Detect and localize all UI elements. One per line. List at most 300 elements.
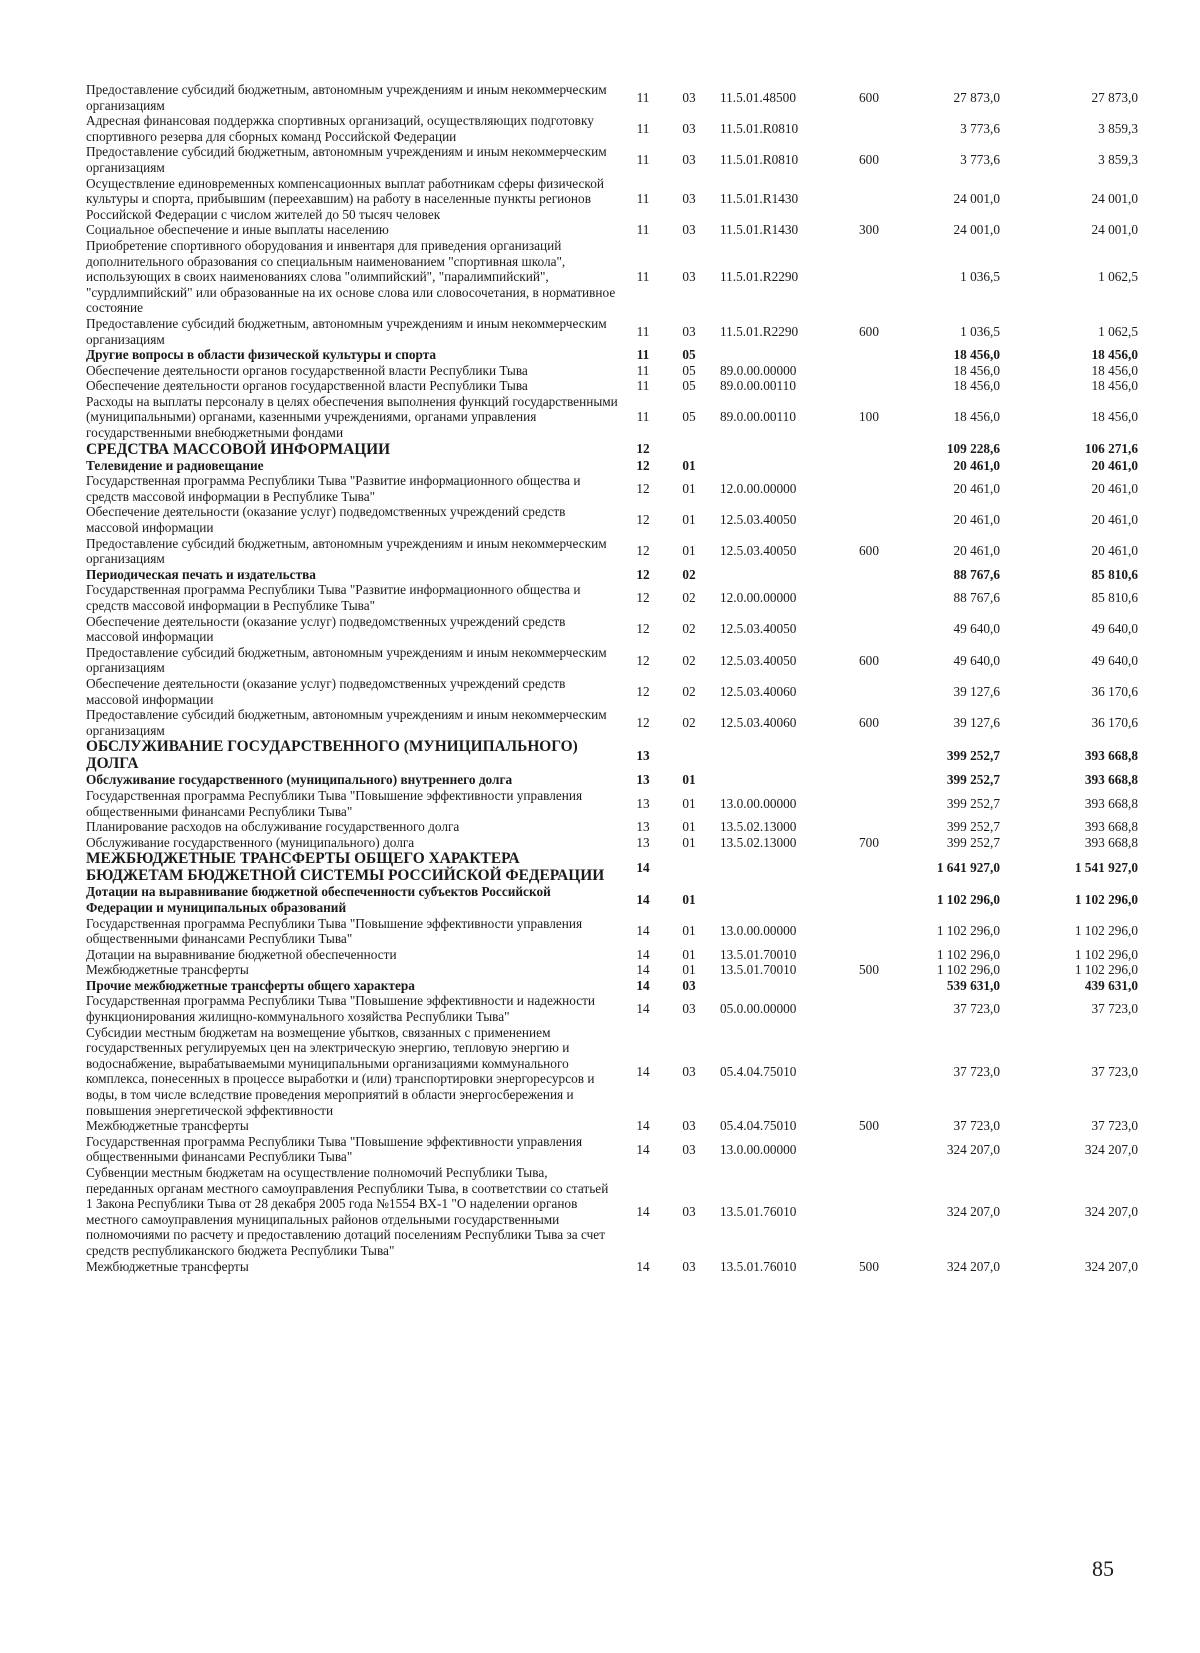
row-expense-type (838, 614, 900, 645)
row-amount-1: 399 252,7 (946, 819, 1000, 835)
row-section-code: 11 (636, 191, 650, 207)
row-expense-type: 600 (859, 152, 879, 168)
table-row (86, 441, 1138, 458)
row-name: Предоставление субсидий бюджетным, автономным учреждениям и иным некоммерческим организациям (86, 707, 607, 738)
row-amount-1: 3 773,6 (960, 120, 1000, 136)
table-row (86, 1118, 1138, 1134)
row-expense-type (838, 1134, 900, 1165)
row-amount-2: 1 062,5 (1098, 269, 1138, 285)
row-target-article: 11.5.01.R2290 (720, 269, 799, 285)
budget-table (86, 82, 1138, 1274)
row-name: Дотации на выравнивание бюджетной обеспеченности субъектов Российской Федерации и муниципальных образований (86, 884, 551, 915)
table-row (86, 473, 1138, 504)
row-amount-2: 37 723,0 (1091, 1063, 1138, 1079)
table-row (86, 707, 1138, 738)
row-amount-1: 399 252,7 (946, 795, 1000, 811)
row-name: Обеспечение деятельности (оказание услуг) подведомственных учреждений средств массовой информации (86, 504, 566, 536)
row-amount-2: 1 102 296,0 (1074, 946, 1138, 962)
row-expense-type (838, 916, 900, 947)
row-target-article: 12.5.03.40050 (720, 512, 797, 528)
row-name: Осуществление единовременных компенсационных выплат работникам сферы физической культуры и спорта, прибывшим (переехавшим) на работу в населенные пункты регионов Российской Федерации с числом жителей до 50 тысяч человек (86, 175, 604, 222)
row-target-article: 13.0.00.00000 (720, 1141, 797, 1157)
row-subsection-code: 03 (682, 323, 696, 339)
row-amount-1: 399 252,7 (946, 747, 1000, 763)
row-expense-type: 700 (859, 834, 879, 850)
row-amount-1: 27 873,0 (953, 89, 1000, 105)
row-section-code: 14 (636, 962, 650, 978)
row-section-code: 13 (636, 795, 650, 811)
row-name: Прочие межбюджетные трансферты общего характера (86, 977, 415, 993)
row-target-article: 13.5.01.70010 (720, 962, 797, 978)
table-row (86, 676, 1138, 707)
table-row (86, 1025, 1138, 1119)
row-name: Расходы на выплаты персоналу в целях обеспечения выполнения функций государственными (муниципальными) органами, казенными учреждениями, органами управления государственными внебюджетными фондами (86, 393, 618, 441)
row-expense-type: 500 (859, 1118, 879, 1134)
row-section-code: 13 (636, 834, 650, 850)
row-name: Предоставление субсидий бюджетным, автономным учреждениям и иным некоммерческим организациям (86, 535, 607, 567)
row-amount-2: 18 456,0 (1091, 409, 1138, 425)
row-amount-2: 1 541 927,0 (1074, 859, 1138, 875)
row-expense-type (838, 582, 900, 613)
row-expense-type: 600 (859, 89, 879, 105)
row-amount-2: 20 461,0 (1091, 481, 1138, 497)
row-target-article: 12.0.00.00000 (720, 590, 797, 606)
row-expense-type (838, 458, 900, 474)
row-expense-type (838, 363, 900, 379)
row-subsection-code: 03 (682, 1001, 696, 1017)
row-amount-1: 1 641 927,0 (936, 859, 1000, 875)
row-name: Государственная программа Республики Тыва "Развитие информационного общества и средств массовой информации в Республике Тыва" (86, 473, 581, 504)
row-target-article: 13.5.01.70010 (720, 946, 797, 962)
row-amount-1: 18 456,0 (953, 362, 1000, 378)
row-section-code: 11 (636, 347, 650, 363)
row-expense-type (838, 676, 900, 707)
row-section-code: 12 (636, 566, 650, 582)
row-amount-2: 37 723,0 (1091, 1118, 1138, 1134)
table-row (86, 582, 1138, 613)
table-row (86, 850, 1138, 884)
row-section-code: 12 (636, 590, 650, 606)
row-target-article: 89.0.00.00110 (720, 378, 796, 394)
row-subsection-code (662, 738, 716, 772)
row-target-article: 11.5.01.R1430 (720, 191, 799, 207)
row-subsection-code: 01 (682, 543, 696, 559)
row-expense-type (838, 1025, 900, 1119)
table-row (86, 238, 1138, 316)
table-row (86, 978, 1138, 994)
row-subsection-code: 05 (682, 362, 696, 378)
row-section-code: 11 (636, 152, 650, 168)
row-name: Обеспечение деятельности (оказание услуг) подведомственных учреждений средств массовой информации (86, 675, 566, 707)
row-subsection-code: 01 (682, 834, 696, 850)
page-number: 85 (1092, 1556, 1114, 1581)
table-row (86, 1259, 1138, 1275)
row-target-article: 11.5.01.R2290 (720, 323, 799, 339)
row-name: Обеспечение деятельности органов государственной власти Республики Тыва (86, 362, 528, 378)
row-amount-1: 39 127,6 (953, 714, 1000, 730)
row-name: Обслуживание государственного (муниципального) долга (86, 834, 415, 850)
row-subsection-code: 03 (682, 152, 696, 168)
row-amount-2: 393 668,8 (1084, 772, 1138, 788)
row-expense-type (838, 504, 900, 535)
row-expense-type: 600 (859, 714, 879, 730)
table-row (86, 567, 1138, 583)
row-name: Государственная программа Республики Тыва "Повышение эффективности и надежности функционирования жилищно-коммунального хозяйства Республики Тыва" (86, 993, 596, 1025)
row-target-article: 12.5.03.40050 (720, 543, 797, 559)
row-amount-2: 24 001,0 (1091, 222, 1138, 238)
row-expense-type (838, 473, 900, 504)
row-amount-1: 18 456,0 (953, 409, 1000, 425)
row-amount-1: 399 252,7 (946, 772, 1000, 788)
row-expense-type: 300 (859, 222, 879, 238)
row-target-article (716, 458, 838, 474)
row-amount-2: 36 170,6 (1091, 714, 1138, 730)
row-target-article: 12.5.03.40060 (720, 683, 797, 699)
row-target-article: 05.0.00.00000 (720, 1001, 797, 1017)
table-row (86, 82, 1138, 113)
row-target-article: 05.4.04.75010 (720, 1118, 797, 1134)
row-amount-1: 3 773,6 (960, 152, 1000, 168)
row-amount-2: 3 859,3 (1098, 152, 1138, 168)
row-amount-2: 37 723,0 (1091, 1001, 1138, 1017)
table-row (86, 947, 1138, 963)
row-amount-1: 37 723,0 (953, 1001, 1000, 1017)
row-name: СРЕДСТВА МАССОВОЙ ИНФОРМАЦИИ (86, 440, 391, 458)
row-amount-2: 1 062,5 (1098, 323, 1138, 339)
row-expense-type (838, 819, 900, 835)
row-target-article: 13.0.00.00000 (720, 795, 797, 811)
row-expense-type (838, 788, 900, 819)
row-name: Предоставление субсидий бюджетным, автономным учреждениям и иным некоммерческим организациям (86, 315, 607, 347)
row-subsection-code: 03 (682, 120, 696, 136)
row-amount-2: 1 102 296,0 (1074, 892, 1138, 908)
row-target-article: 12.5.03.40050 (720, 652, 797, 668)
table-row (86, 504, 1138, 535)
row-amount-2: 49 640,0 (1091, 652, 1138, 668)
table-row (86, 614, 1138, 645)
row-subsection-code: 03 (682, 1258, 696, 1274)
row-amount-1: 88 767,6 (953, 590, 1000, 606)
row-section-code: 12 (636, 683, 650, 699)
row-amount-1: 88 767,6 (953, 566, 1000, 582)
row-subsection-code: 03 (682, 269, 696, 285)
row-subsection-code: 01 (682, 457, 696, 473)
table-row (86, 176, 1138, 223)
row-name: Межбюджетные трансферты (86, 962, 249, 978)
row-name: Дотации на выравнивание бюджетной обеспеченности (86, 946, 397, 962)
row-name: Социальное обеспечение и иные выплаты населению (86, 222, 389, 238)
row-expense-type (838, 347, 900, 363)
row-subsection-code: 03 (682, 89, 696, 105)
row-subsection-code: 03 (682, 1063, 696, 1079)
row-section-code: 14 (636, 859, 650, 875)
row-amount-2: 324 207,0 (1084, 1141, 1138, 1157)
row-amount-1: 324 207,0 (946, 1258, 1000, 1274)
row-target-article: 12.5.03.40060 (720, 714, 797, 730)
row-subsection-code: 01 (682, 481, 696, 497)
row-target-article: 12.5.03.40050 (720, 621, 797, 637)
row-amount-2: 24 001,0 (1091, 191, 1138, 207)
row-target-article: 11.5.01.R1430 (720, 222, 799, 238)
row-section-code: 14 (636, 1001, 650, 1017)
row-section-code: 12 (636, 621, 650, 637)
row-target-article: 11.5.01.R0810 (720, 152, 799, 168)
row-subsection-code: 01 (682, 962, 696, 978)
row-name: Государственная программа Республики Тыва "Повышение эффективности управления общественными финансами Республики Тыва" (86, 1133, 583, 1165)
row-section-code: 11 (636, 269, 650, 285)
row-name: Адресная финансовая поддержка спортивных организаций, осуществляющих подготовку спортивного резерва для сборных команд Российской Федерации (86, 113, 594, 144)
row-amount-2: 1 102 296,0 (1074, 962, 1138, 978)
row-target-article: 89.0.00.00000 (720, 362, 797, 378)
table-row (86, 378, 1138, 394)
row-section-code: 14 (636, 946, 650, 962)
row-section-code: 12 (636, 481, 650, 497)
table-row (86, 645, 1138, 676)
row-target-article (716, 441, 838, 458)
row-amount-2: 106 271,6 (1084, 441, 1138, 457)
row-target-article (716, 978, 838, 994)
row-name: ОБСЛУЖИВАНИЕ ГОСУДАРСТВЕННОГО (МУНИЦИПАЛЬНОГО) ДОЛГА (86, 738, 578, 773)
row-amount-2: 36 170,6 (1091, 683, 1138, 699)
row-amount-1: 49 640,0 (953, 621, 1000, 637)
row-expense-type: 600 (859, 652, 879, 668)
row-subsection-code: 02 (682, 683, 696, 699)
row-section-code: 12 (636, 512, 650, 528)
row-amount-1: 1 036,5 (960, 269, 1000, 285)
row-subsection-code: 05 (682, 409, 696, 425)
row-amount-1: 49 640,0 (953, 652, 1000, 668)
row-amount-2: 439 631,0 (1084, 977, 1138, 993)
row-amount-1: 18 456,0 (953, 378, 1000, 394)
row-amount-2: 27 873,0 (1091, 89, 1138, 105)
row-expense-type: 100 (859, 409, 879, 425)
row-amount-1: 1 102 296,0 (936, 892, 1000, 908)
table-row (86, 1165, 1138, 1259)
table-row (86, 993, 1138, 1024)
table-row (86, 458, 1138, 474)
row-target-article (716, 884, 838, 915)
row-amount-2: 393 668,8 (1084, 795, 1138, 811)
row-name: Обслуживание государственного (муниципального) внутреннего долга (86, 772, 513, 788)
row-expense-type: 600 (859, 543, 879, 559)
row-amount-1: 1 102 296,0 (936, 946, 1000, 962)
row-name: Планирование расходов на обслуживание государственного долга (86, 819, 460, 835)
row-amount-2: 85 810,6 (1091, 566, 1138, 582)
row-subsection-code: 01 (682, 512, 696, 528)
row-section-code: 14 (636, 1063, 650, 1079)
row-expense-type (838, 441, 900, 458)
row-amount-1: 24 001,0 (953, 191, 1000, 207)
row-target-article: 12.0.00.00000 (720, 481, 797, 497)
row-amount-1: 1 102 296,0 (936, 923, 1000, 939)
row-subsection-code: 02 (682, 566, 696, 582)
row-subsection-code: 05 (682, 378, 696, 394)
row-subsection-code: 03 (682, 222, 696, 238)
row-amount-1: 39 127,6 (953, 683, 1000, 699)
row-subsection-code: 01 (682, 819, 696, 835)
row-expense-type: 500 (859, 1258, 879, 1274)
row-target-article: 13.5.01.76010 (720, 1258, 797, 1274)
row-section-code: 14 (636, 1203, 650, 1219)
row-expense-type (838, 113, 900, 144)
row-amount-1: 20 461,0 (953, 457, 1000, 473)
row-name: Предоставление субсидий бюджетным, автономным учреждениям и иным некоммерческим организациям (86, 82, 607, 113)
table-row (86, 363, 1138, 379)
row-subsection-code: 03 (682, 1141, 696, 1157)
row-subsection-code: 03 (682, 1203, 696, 1219)
row-name: Обеспечение деятельности (оказание услуг) подведомственных учреждений средств массовой информации (86, 613, 566, 645)
table-row (86, 916, 1138, 947)
table-row (86, 347, 1138, 363)
row-subsection-code: 02 (682, 590, 696, 606)
row-expense-type (838, 884, 900, 915)
row-name: Периодическая печать и издательства (86, 566, 316, 582)
row-section-code: 11 (636, 120, 650, 136)
row-expense-type (838, 1165, 900, 1259)
row-amount-1: 20 461,0 (953, 481, 1000, 497)
row-amount-1: 324 207,0 (946, 1141, 1000, 1157)
row-amount-1: 399 252,7 (946, 834, 1000, 850)
row-amount-2: 324 207,0 (1084, 1203, 1138, 1219)
row-amount-2: 20 461,0 (1091, 457, 1138, 473)
row-amount-2: 393 668,8 (1084, 834, 1138, 850)
row-name: Государственная программа Республики Тыва "Повышение эффективности управления общественными финансами Республики Тыва" (86, 915, 583, 947)
row-section-code: 13 (636, 772, 650, 788)
row-amount-2: 18 456,0 (1091, 347, 1138, 363)
row-subsection-code: 03 (682, 977, 696, 993)
row-amount-1: 20 461,0 (953, 512, 1000, 528)
row-subsection-code: 03 (682, 1118, 696, 1134)
row-amount-1: 1 036,5 (960, 323, 1000, 339)
row-amount-1: 324 207,0 (946, 1203, 1000, 1219)
row-target-article (716, 850, 838, 884)
row-target-article (716, 567, 838, 583)
row-target-article (716, 772, 838, 788)
row-subsection-code: 01 (682, 772, 696, 788)
row-section-code: 14 (636, 977, 650, 993)
table-row (86, 772, 1138, 788)
row-target-article (716, 347, 838, 363)
row-amount-1: 37 723,0 (953, 1063, 1000, 1079)
row-target-article: 13.5.02.13000 (720, 819, 797, 835)
table-row (86, 819, 1138, 835)
table-row (86, 835, 1138, 851)
row-expense-type (838, 567, 900, 583)
row-section-code: 12 (636, 714, 650, 730)
row-section-code: 12 (636, 441, 650, 457)
row-section-code: 13 (636, 747, 650, 763)
row-section-code: 11 (636, 323, 650, 339)
row-amount-2: 393 668,8 (1084, 819, 1138, 835)
row-name: Государственная программа Республики Тыва "Повышение эффективности управления общественными финансами Республики Тыва" (86, 787, 583, 819)
row-amount-1: 109 228,6 (946, 441, 1000, 457)
row-subsection-code: 03 (682, 191, 696, 207)
table-row (86, 788, 1138, 819)
row-name: Приобретение спортивного оборудования и инвентаря для приведения организаций дополнительного образования со специальным наименованием "спортивная школа", использующих в своих наименованиях слова "олимпийский", "паралимпийский", "сурдлимпийский" или образованные на их основе слова или словосочетания, в нормативное состояние (86, 237, 616, 316)
row-amount-2: 324 207,0 (1084, 1258, 1138, 1274)
row-section-code: 13 (636, 819, 650, 835)
row-target-article: 13.5.01.76010 (720, 1203, 797, 1219)
table-row (86, 222, 1138, 238)
row-amount-2: 1 102 296,0 (1074, 923, 1138, 939)
table-row (86, 144, 1138, 175)
row-expense-type (838, 176, 900, 223)
row-section-code: 12 (636, 457, 650, 473)
table-row (86, 962, 1138, 978)
table-row (86, 394, 1138, 441)
row-section-code: 11 (636, 222, 650, 238)
row-expense-type: 500 (859, 962, 879, 978)
row-amount-1: 37 723,0 (953, 1118, 1000, 1134)
row-section-code: 14 (636, 892, 650, 908)
row-subsection-code: 01 (682, 946, 696, 962)
table-row (86, 316, 1138, 347)
row-subsection-code: 01 (682, 892, 696, 908)
row-amount-1: 1 102 296,0 (936, 962, 1000, 978)
row-name: Субвенции местным бюджетам на осуществление полномочий Республики Тыва, переданных органам местного самоуправления Республики Тыва, в соответствии со статьей 1 Закона Республики Тыва от 28 декабря 2005 года №1554 ВХ-1 "О наделении органов местного самоуправления муниципальных районов отдельными государственными полномочиями по расчету и предоставлению дотаций поселениям Республики Тыва за счет средств республиканского бюджета Республики Тыва" (86, 1165, 609, 1258)
row-amount-1: 24 001,0 (953, 222, 1000, 238)
table-row (86, 884, 1138, 915)
row-target-article: 05.4.04.75010 (720, 1063, 797, 1079)
row-name: Предоставление субсидий бюджетным, автономным учреждениям и иным некоммерческим организациям (86, 644, 607, 676)
row-section-code: 12 (636, 543, 650, 559)
row-section-code: 14 (636, 923, 650, 939)
row-target-article (716, 738, 838, 772)
row-amount-1: 18 456,0 (953, 347, 1000, 363)
row-amount-1: 539 631,0 (946, 977, 1000, 993)
row-name: Предоставление субсидий бюджетным, автономным учреждениям и иным некоммерческим организациям (86, 144, 607, 175)
row-name: Межбюджетные трансферты (86, 1118, 249, 1134)
row-amount-2: 49 640,0 (1091, 621, 1138, 637)
row-name: МЕЖБЮДЖЕТНЫЕ ТРАНСФЕРТЫ ОБЩЕГО ХАРАКТЕРА БЮДЖЕТАМ БЮДЖЕТНОЙ СИСТЕМЫ РОССИЙСКОЙ ФЕДЕРАЦИИ (86, 850, 605, 885)
row-target-article: 89.0.00.00110 (720, 409, 796, 425)
row-expense-type (838, 947, 900, 963)
row-name: Обеспечение деятельности органов государственной власти Республики Тыва (86, 378, 528, 394)
row-section-code: 12 (636, 652, 650, 668)
row-expense-type (838, 850, 900, 884)
row-expense-type (838, 978, 900, 994)
row-expense-type (838, 238, 900, 316)
row-section-code: 11 (636, 89, 650, 105)
row-amount-2: 85 810,6 (1091, 590, 1138, 606)
row-name: Телевидение и радиовещание (86, 457, 264, 473)
row-subsection-code: 02 (682, 652, 696, 668)
row-amount-2: 3 859,3 (1098, 120, 1138, 136)
row-subsection-code: 05 (682, 347, 696, 363)
row-name: Субсидии местным бюджетам на возмещение убытков, связанных с применением государственных регулируемых цен на электрическую энергию, тепловую энергию и водоснабжение, вырабатываемыми муниципальными организациями коммунального комплекса, понесенных в процессе выработки и (или) транспортировки энергоресурсов и воды, в том числе вследствие проведения мероприятий в области энергосбережения и повышения энергетической эффективности (86, 1024, 595, 1118)
row-target-article: 11.5.01.R0810 (720, 120, 799, 136)
row-expense-type: 600 (859, 323, 879, 339)
table-row (86, 1134, 1138, 1165)
row-expense-type (838, 772, 900, 788)
row-amount-2: 18 456,0 (1091, 378, 1138, 394)
row-expense-type (838, 993, 900, 1024)
row-subsection-code: 02 (682, 621, 696, 637)
row-amount-2: 393 668,8 (1084, 747, 1138, 763)
row-amount-2: 18 456,0 (1091, 362, 1138, 378)
row-subsection-code: 01 (682, 923, 696, 939)
row-section-code: 14 (636, 1141, 650, 1157)
table-row (86, 536, 1138, 567)
row-subsection-code (662, 850, 716, 884)
table-row (86, 738, 1138, 772)
table-row (86, 113, 1138, 144)
row-amount-2: 20 461,0 (1091, 543, 1138, 559)
row-subsection-code (662, 441, 716, 458)
row-section-code: 11 (636, 409, 650, 425)
row-name: Государственная программа Республики Тыва "Развитие информационного общества и средств массовой информации в Республике Тыва" (86, 582, 581, 613)
row-section-code: 11 (636, 378, 650, 394)
